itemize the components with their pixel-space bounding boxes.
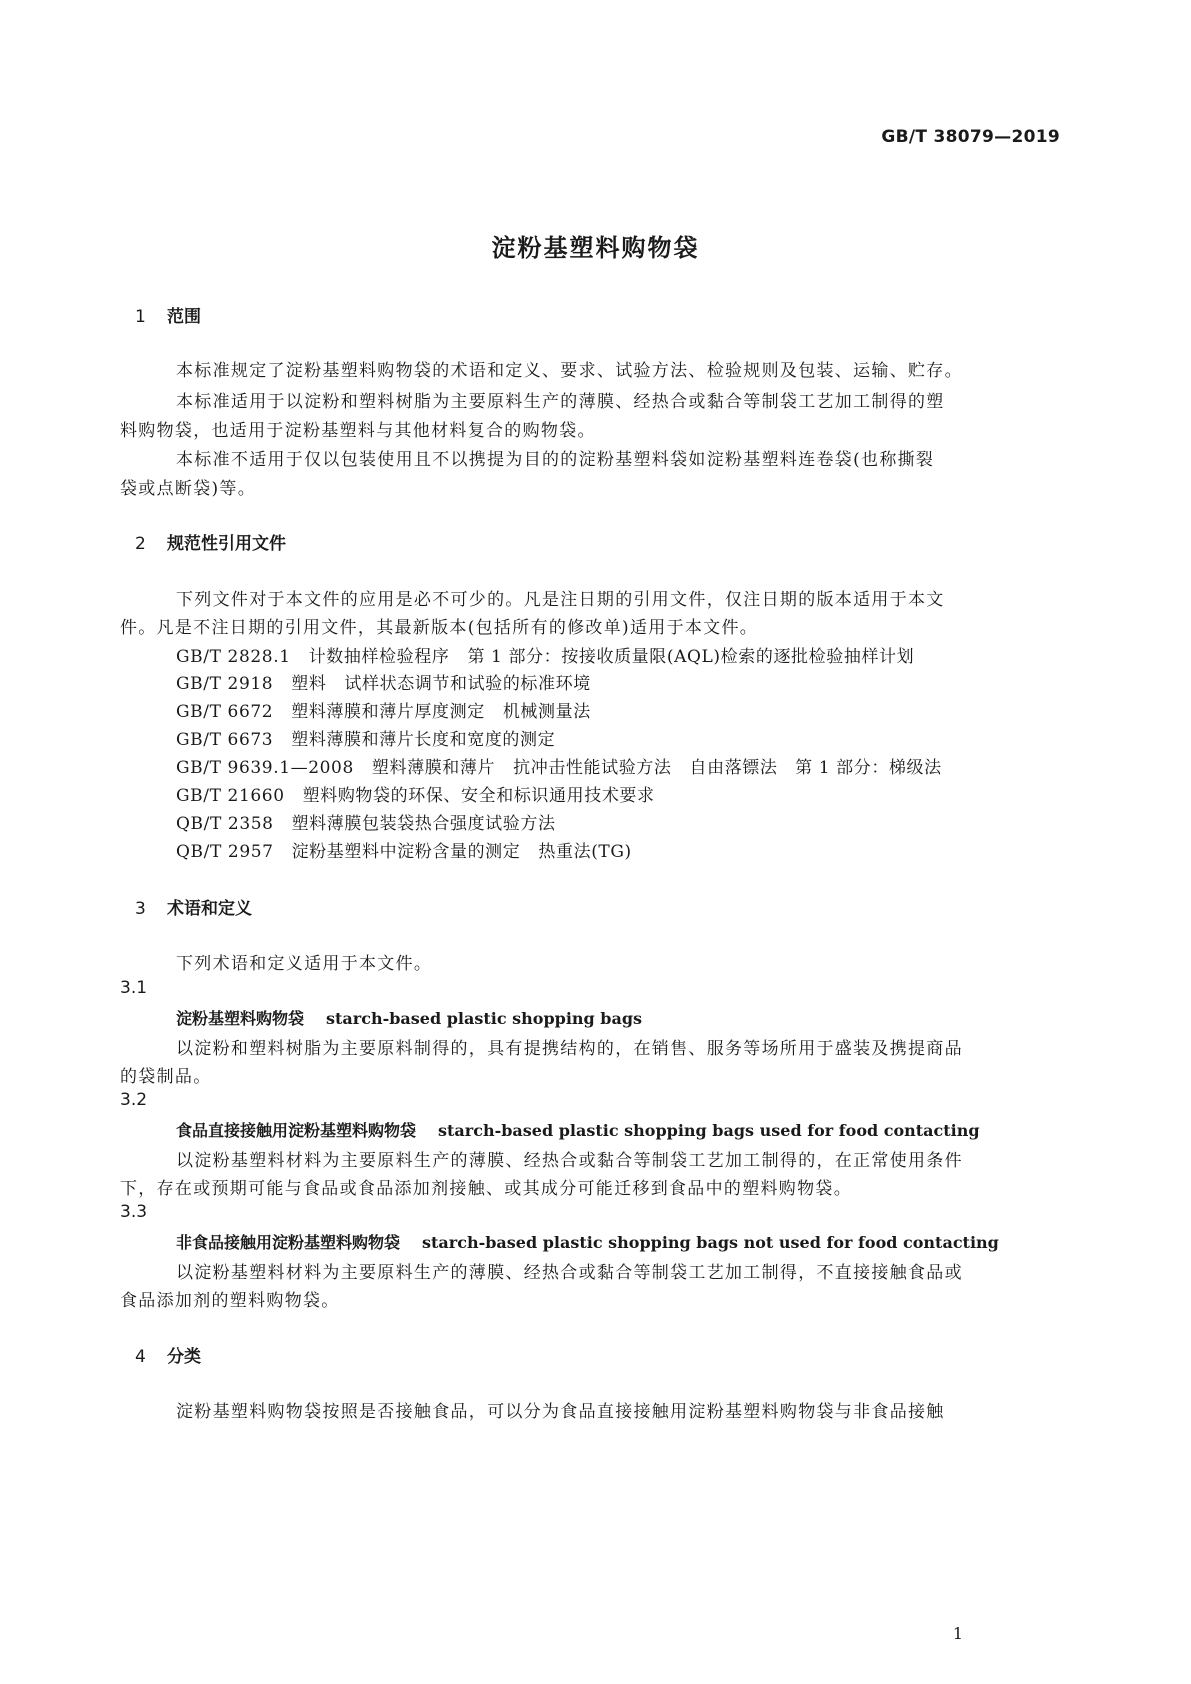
term-entry	[176, 1006, 642, 1029]
reference-code: GB/T 21660	[176, 786, 285, 806]
section-4-heading	[135, 1342, 201, 1367]
section-number: 2	[135, 534, 146, 554]
paragraph-continuation: 件。凡是不注日期的引用文件，其最新版本(包括所有的修改单)适用于本文件。	[120, 618, 759, 638]
paragraph: 下列文件对于本文件的应用是必不可少的。凡是注日期的引用文件，仅注日期的版本适用于本文	[176, 590, 945, 610]
reference-item	[176, 809, 556, 834]
reference-code: GB/T 2828.1	[176, 647, 291, 667]
reference-title: 机械测量法	[502, 702, 591, 722]
standard-number: GB/T 38079—2019	[881, 127, 1060, 147]
term-definition: 以淀粉基塑料材料为主要原料生产的薄膜、经热合或黏合等制袋工艺加工制得，不直接接触食品或	[176, 1263, 963, 1283]
reference-title: 塑料购物袋的环保、安全和标识通用技术要求	[302, 786, 655, 806]
reference-title: 第 1 部分：按接收质量限(AQL)检索的逐批检验抽样计划	[467, 647, 915, 667]
term-definition-continuation: 的袋制品。	[120, 1067, 212, 1087]
term-definition: 以淀粉基塑料材料为主要原料生产的薄膜、经热合或黏合等制袋工艺加工制得的，在正常使用条件	[176, 1151, 963, 1171]
term-zh: 非食品接触用淀粉基塑料购物袋	[176, 1233, 401, 1252]
reference-title: 抗冲击性能试验方法	[513, 758, 672, 778]
reference-item	[176, 669, 591, 694]
reference-title: 塑料	[291, 674, 327, 694]
term-entry	[176, 1118, 980, 1141]
paragraph: 本标准不适用于仅以包装使用且不以携提为目的的淀粉基塑料袋如淀粉基塑料连卷袋(也称撕裂	[176, 450, 935, 470]
term-en: starch-based plastic shopping bags used for food contacting	[438, 1121, 980, 1140]
term-en: starch-based plastic shopping bags not used for food contacting	[422, 1233, 999, 1252]
paragraph: 淀粉基塑料购物袋按照是否接触食品，可以分为食品直接接触用淀粉基塑料购物袋与非食品接触	[176, 1402, 945, 1422]
section-title: 分类	[167, 1347, 201, 1367]
reference-title: 淀粉基塑料中淀粉含量的测定	[291, 842, 521, 862]
reference-item	[176, 725, 555, 750]
term-number: 3.2	[120, 1090, 148, 1110]
section-title: 范围	[167, 307, 201, 327]
reference-title: 热重法(TG)	[538, 842, 632, 862]
reference-title: 自由落镖法 第 1 部分：梯级法	[689, 758, 942, 778]
document-title: 淀粉基塑料购物袋	[491, 234, 700, 262]
term-definition: 以淀粉和塑料树脂为主要原料制得的，具有提携结构的，在销售、服务等场所用于盛装及携提商品	[176, 1039, 963, 1059]
section-number: 1	[135, 307, 146, 327]
term-number: 3.1	[120, 978, 148, 998]
paragraph: 本标准规定了淀粉基塑料购物袋的术语和定义、要求、试验方法、检验规则及包装、运输、贮存。	[176, 361, 963, 381]
section-1-heading	[135, 302, 201, 327]
section-3-heading	[135, 894, 252, 919]
reference-code: GB/T 6673	[176, 730, 274, 750]
term-en: starch-based plastic shopping bags	[326, 1009, 643, 1028]
reference-code: GB/T 6672	[176, 702, 274, 722]
reference-title: 塑料薄膜和薄片厚度测定	[291, 702, 485, 722]
reference-code: GB/T 2918	[176, 674, 274, 694]
term-zh: 淀粉基塑料购物袋	[176, 1009, 305, 1028]
reference-code: QB/T 2957	[176, 842, 274, 862]
section-number: 3	[135, 899, 146, 919]
paragraph-continuation: 袋或点断袋)等。	[120, 479, 257, 499]
paragraph-continuation: 料购物袋，也适用于淀粉基塑料与其他材料复合的购物袋。	[120, 421, 596, 441]
reference-code: QB/T 2358	[176, 814, 274, 834]
reference-item	[176, 697, 591, 722]
term-definition-continuation: 食品添加剂的塑料购物袋。	[120, 1291, 340, 1311]
reference-title: 试样状态调节和试验的标准环境	[344, 674, 591, 694]
reference-title: 塑料薄膜和薄片长度和宽度的测定	[291, 730, 556, 750]
reference-item	[176, 781, 655, 806]
paragraph: 下列术语和定义适用于本文件。	[176, 954, 433, 974]
reference-title: 计数抽样检验程序	[308, 647, 450, 667]
page-number: 1	[952, 1624, 963, 1643]
term-zh: 食品直接接触用淀粉基塑料购物袋	[176, 1121, 417, 1140]
term-definition-continuation: 下，存在或预期可能与食品或食品添加剂接触、或其成分可能迁移到食品中的塑料购物袋。	[120, 1179, 852, 1199]
reference-item	[176, 642, 914, 667]
reference-item	[176, 753, 942, 778]
reference-title: 塑料薄膜包装袋热合强度试验方法	[291, 814, 556, 834]
section-number: 4	[135, 1347, 146, 1367]
term-entry	[176, 1230, 999, 1253]
reference-item	[176, 837, 632, 862]
section-title: 术语和定义	[167, 899, 252, 919]
reference-code: GB/T 9639.1—2008	[176, 758, 354, 778]
reference-title: 塑料薄膜和薄片	[371, 758, 496, 778]
section-title: 规范性引用文件	[167, 534, 286, 554]
section-2-heading	[135, 529, 286, 554]
term-number: 3.3	[120, 1202, 148, 1222]
paragraph: 本标准适用于以淀粉和塑料树脂为主要原料生产的薄膜、经热合或黏合等制袋工艺加工制得的塑	[176, 392, 945, 412]
